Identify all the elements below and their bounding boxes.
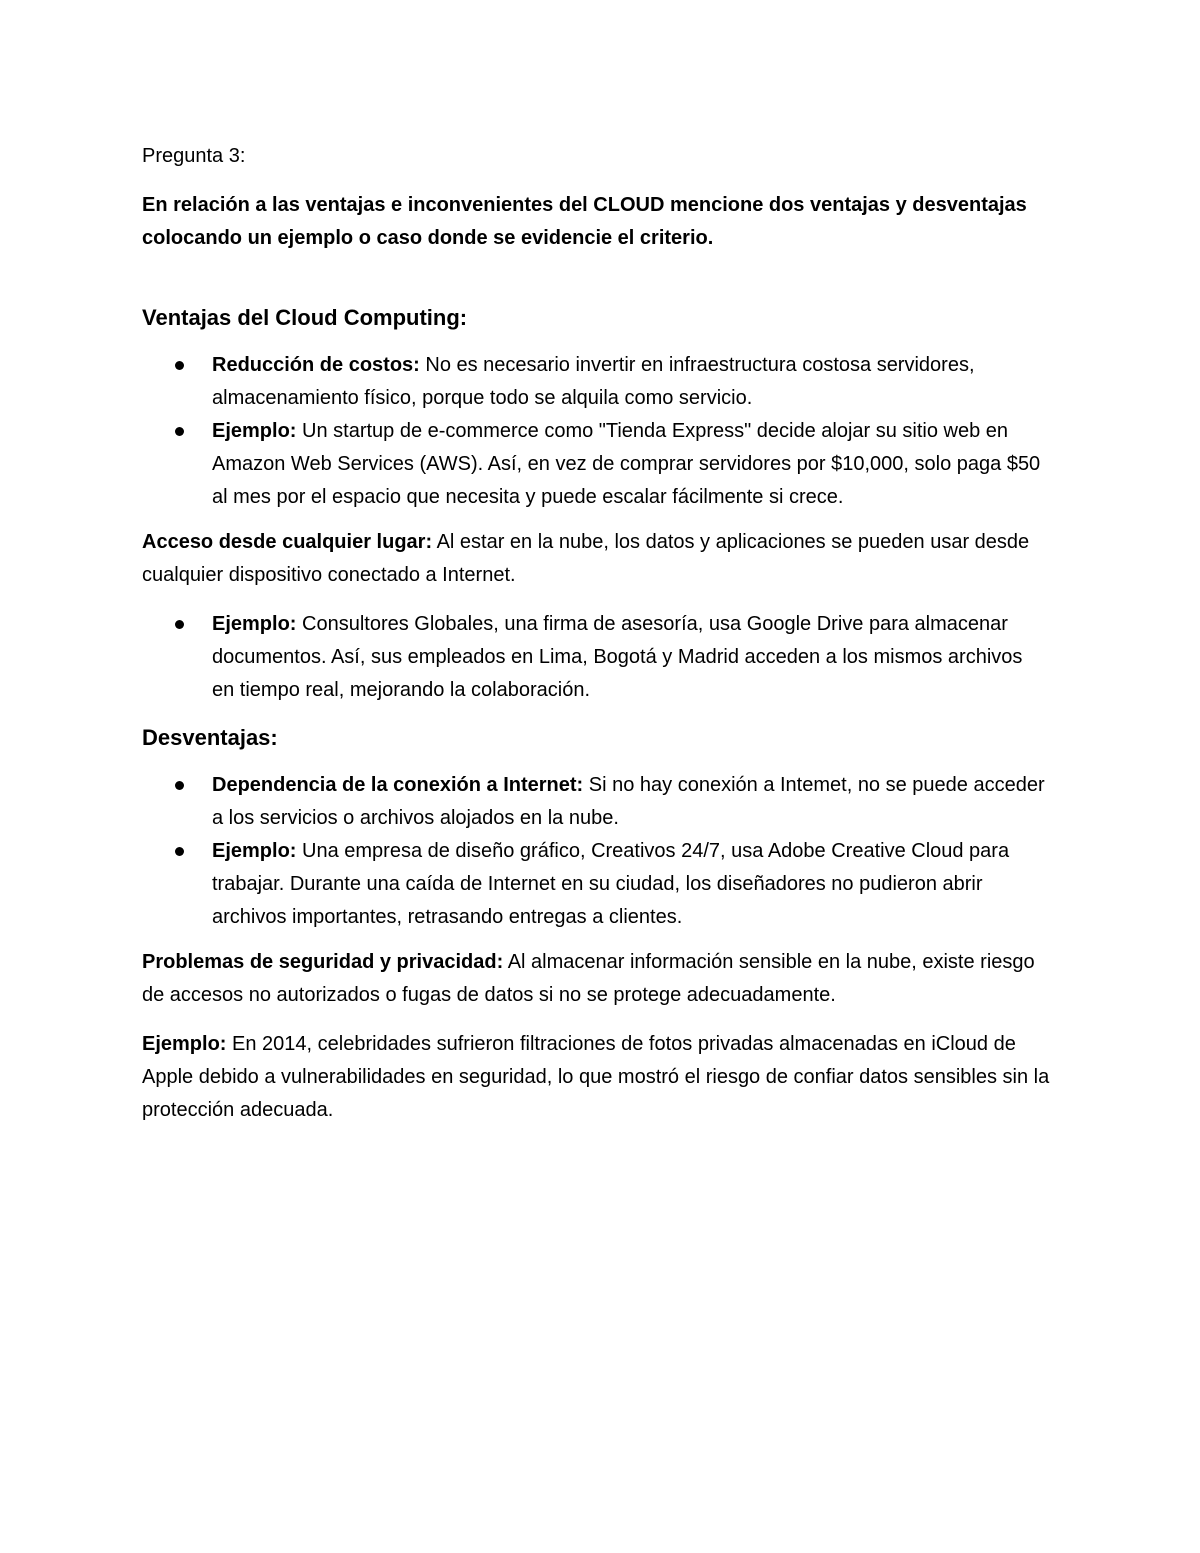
item-term: Ejemplo: <box>212 840 297 862</box>
item-text: Un startup de e-commerce como "Tienda Express" decide alojar su sitio web en Amazon Web Services (AWS). Así, en vez de comprar servidores por $10,000, solo paga $50 al mes por el espacio que necesita y puede escalar fácilmente si crece. <box>212 420 1041 508</box>
ventajas-list-1 <box>142 349 1050 514</box>
para-text: Al almacenar información sensible en la nube, existe riesgo de accesos no autorizados o fugas de datos si no se protege adecuadamente. <box>142 951 1035 1006</box>
item-text: Consultores Globales, una firma de asesoría, usa Google Drive para almacenar documentos. Así, sus empleados en Lima, Bogotá y Madrid acceden a los mismos archivos en tiempo real, mejorando la colaboración. <box>212 613 1023 701</box>
item-term: Reducción de costos: <box>212 354 420 376</box>
bullet-icon <box>175 361 184 370</box>
bullet-icon <box>175 620 184 629</box>
desventajas-heading: Desventajas: <box>142 725 278 750</box>
bullet-icon <box>175 781 184 790</box>
item-term: Ejemplo: <box>212 420 297 442</box>
list-item <box>212 769 1050 835</box>
paragraph-ejemplo-icloud <box>142 1028 1050 1127</box>
item-text: No es necesario invertir en infraestructura costosa servidores, almacenamiento físico, porque todo se alquila como servicio. <box>212 354 975 409</box>
list-item <box>212 608 1050 707</box>
ventajas-list-2 <box>142 608 1050 707</box>
bullet-icon <box>175 847 184 856</box>
item-text: Una empresa de diseño gráfico, Creativos 24/7, usa Adobe Creative Cloud para trabajar. Durante una caída de Internet en su ciudad, los diseñadores no pudieron abrir archivos importantes, retrasando entregas a clientes. <box>212 840 1010 928</box>
para-text: En 2014, celebridades sufrieron filtraciones de fotos privadas almacenadas en iCloud de Apple debido a vulnerabilidades en seguridad, lo que mostró el riesgo de confiar datos sensibles sin la protección adecuada. <box>142 1033 1050 1121</box>
para-term: Ejemplo: <box>142 1033 227 1055</box>
desventajas-list <box>142 769 1050 934</box>
item-text: Si no hay conexión a Intemet, no se puede acceder a los servicios o archivos alojados en la nube. <box>212 774 1045 829</box>
para-term: Problemas de seguridad y privacidad: <box>142 951 504 973</box>
para-text: Al estar en la nube, los datos y aplicaciones se pueden usar desde cualquier dispositivo conectado a Internet. <box>142 531 1030 586</box>
list-item <box>212 835 1050 934</box>
ventajas-heading: Ventajas del Cloud Computing: <box>142 305 468 330</box>
list-item <box>212 415 1050 514</box>
question-label: Pregunta 3: <box>142 145 246 167</box>
para-term: Acceso desde cualquier lugar: <box>142 531 433 553</box>
list-item <box>212 349 1050 415</box>
item-term: Ejemplo: <box>212 613 297 635</box>
paragraph-seguridad <box>142 946 1050 1012</box>
bullet-icon <box>175 427 184 436</box>
paragraph-acceso <box>142 526 1050 592</box>
item-term: Dependencia de la conexión a Internet: <box>212 774 584 796</box>
question-text: En relación a las ventajas e inconvenientes del CLOUD mencione dos ventajas y desventajas colocando un ejemplo o caso donde se evidencie el criterio. <box>142 194 1027 249</box>
